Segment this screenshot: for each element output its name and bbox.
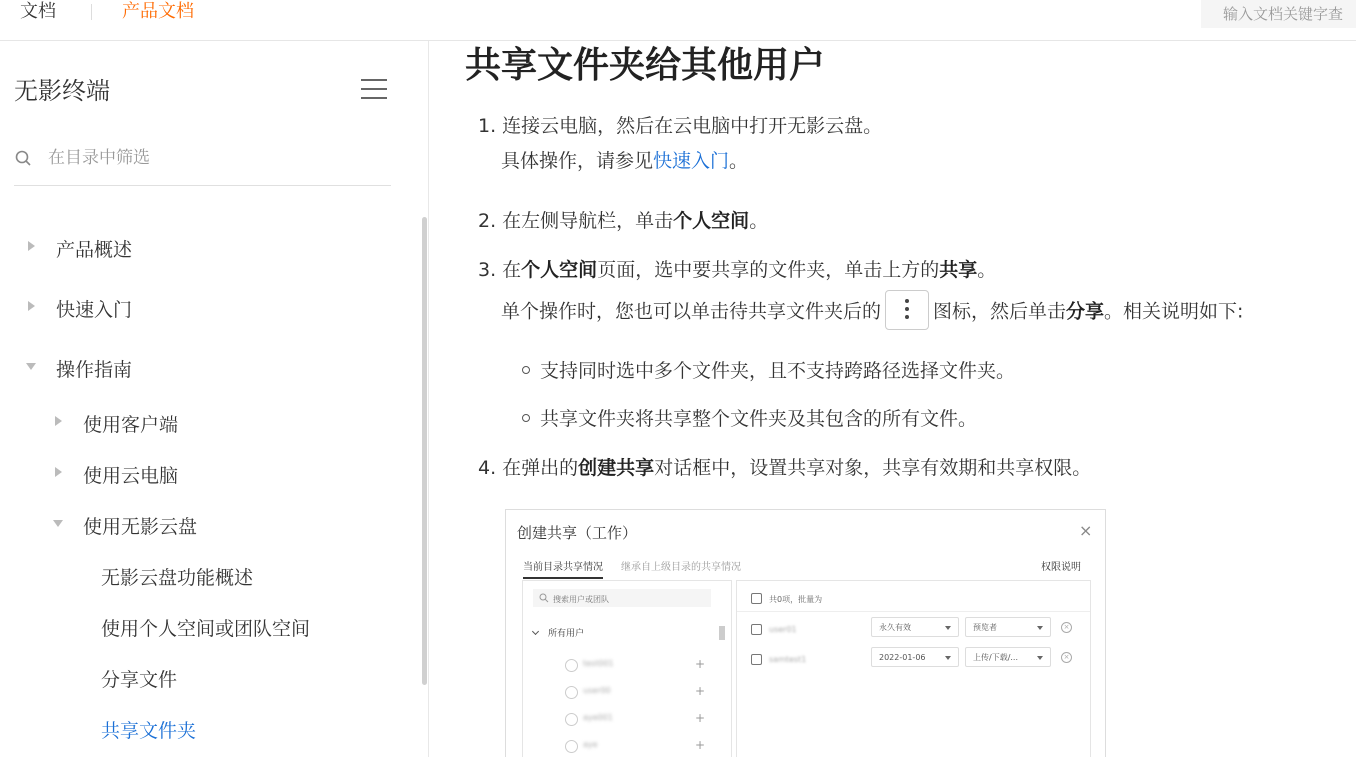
sidebar-item-personal-team-space[interactable]: 使用个人空间或团队空间 (101, 618, 311, 640)
step-1: 1. 连接云电脑，然后在云电脑中打开无影云盘。 (478, 115, 883, 137)
expand-arrow-icon (55, 467, 62, 477)
close-icon[interactable]: × (1079, 521, 1093, 540)
top-bar (0, 0, 1356, 41)
add-user-icon[interactable]: + (695, 684, 706, 698)
sidebar-item-cloud-drive[interactable]: 使用无影云盘 (83, 512, 197, 539)
user-list-scrollbar[interactable] (719, 626, 725, 640)
user-picker-pane (522, 580, 732, 757)
more-options-icon (885, 290, 929, 330)
page-title: 共享文件夹给其他用户 (465, 45, 826, 86)
user-search-box (533, 589, 711, 607)
chevron-down-icon (945, 656, 951, 660)
avatar-icon (565, 659, 578, 672)
sidebar-item-share-files[interactable]: 分享文件 (101, 669, 178, 691)
quickstart-link[interactable]: 快速入门 (653, 150, 730, 172)
validity-select[interactable]: 永久有效 (871, 617, 959, 637)
user-list-item: user00 + (565, 685, 705, 701)
sidebar-item-quickstart[interactable]: 快速入门 (56, 295, 132, 322)
add-user-icon[interactable]: + (695, 657, 706, 671)
share-target-name: user01 (769, 625, 797, 634)
remove-circle-icon[interactable]: × (1061, 652, 1072, 663)
sidebar-item-cloud-pc[interactable]: 使用云电脑 (83, 461, 178, 488)
permission-help-link[interactable]: 权限说明 (1041, 562, 1081, 573)
selection-summary: 共0项，批量为 (769, 595, 823, 604)
doc-search-box (1201, 0, 1356, 28)
add-user-icon[interactable]: + (695, 738, 706, 752)
selected-users-pane (736, 580, 1091, 757)
avatar-icon (565, 713, 578, 726)
user-list-item: aye + (565, 739, 705, 755)
sidebar-item-shared-folder[interactable]: 共享文件夹 (101, 720, 197, 742)
sidebar-item-guide[interactable]: 操作指南 (56, 355, 132, 382)
sidebar (0, 41, 429, 757)
sidebar-filter (14, 139, 391, 186)
sidebar-item-overview[interactable]: 产品概述 (56, 235, 132, 262)
validity-select[interactable]: 2022-01-06 (871, 647, 959, 667)
sidebar-filter-input[interactable] (46, 147, 380, 169)
expand-arrow-icon (28, 301, 35, 311)
tab-inherited-share[interactable]: 继承自上级目录的共享情况 (621, 562, 741, 573)
chevron-down-icon (532, 628, 539, 635)
tree-all-users[interactable]: 所有用户 (533, 626, 584, 639)
remove-circle-icon[interactable]: × (1061, 622, 1072, 633)
sidebar-scrollbar[interactable] (422, 217, 427, 685)
expand-arrow-icon (28, 241, 35, 251)
user-search-input[interactable] (533, 589, 705, 609)
row-checkbox[interactable] (751, 624, 762, 635)
hamburger-menu-icon[interactable] (361, 79, 387, 101)
dialog-title: 创建共享（工作） (517, 524, 638, 542)
permission-select[interactable]: 上传/下载/... (965, 647, 1051, 667)
breadcrumb-product-docs[interactable]: 产品文档 (122, 1, 194, 22)
select-all-checkbox[interactable] (751, 593, 762, 604)
step-3-note: 单个操作时，您也可以单击待共享文件夹后的 图标，然后单击分享。相关说明如下: (501, 292, 1243, 332)
avatar-icon (565, 740, 578, 753)
sidebar-item-client[interactable]: 使用客户端 (83, 410, 178, 437)
step-3: 3. 在个人空间页面，选中要共享的文件夹，单击上方的共享。 (478, 259, 997, 281)
tab-current-share[interactable]: 当前目录共享情况 (523, 558, 603, 579)
doc-search-input[interactable] (1201, 0, 1356, 28)
main-content (429, 41, 1356, 757)
sidebar-title: 无影终端 (14, 77, 110, 105)
expand-arrow-icon (55, 416, 62, 426)
bullet-item: 共享文件夹将共享整个文件夹及其包含的所有文件。 (522, 406, 977, 432)
chevron-down-icon (945, 626, 951, 630)
add-user-icon[interactable]: + (695, 711, 706, 725)
row-checkbox[interactable] (751, 654, 762, 665)
breadcrumb-docs[interactable]: 文档 (20, 1, 56, 22)
chevron-down-icon (1037, 656, 1043, 660)
step-4: 4. 在弹出的创建共享对话框中，设置共享对象，共享有效期和共享权限。 (478, 457, 1092, 479)
avatar-icon (565, 686, 578, 699)
share-target-name: samtest1 (769, 655, 807, 664)
user-list-item: test001 + (565, 658, 705, 674)
create-share-dialog-screenshot (505, 509, 1106, 757)
sidebar-item-drive-overview[interactable]: 无影云盘功能概述 (101, 567, 254, 589)
search-icon (539, 593, 549, 603)
collapse-arrow-icon (53, 520, 63, 527)
step-2: 2. 在左侧导航栏，单击个人空间。 (478, 210, 769, 232)
permission-select[interactable]: 预览者 (965, 617, 1051, 637)
bullet-item: 支持同时选中多个文件夹，且不支持跨路径选择文件夹。 (522, 358, 1015, 384)
collapse-arrow-icon (26, 363, 36, 370)
search-icon (14, 149, 34, 169)
chevron-down-icon (1037, 626, 1043, 630)
step-1-note: 具体操作，请参见快速入门。 (501, 150, 749, 172)
breadcrumb-divider (91, 4, 92, 20)
user-list-item: aye001 + (565, 712, 705, 728)
